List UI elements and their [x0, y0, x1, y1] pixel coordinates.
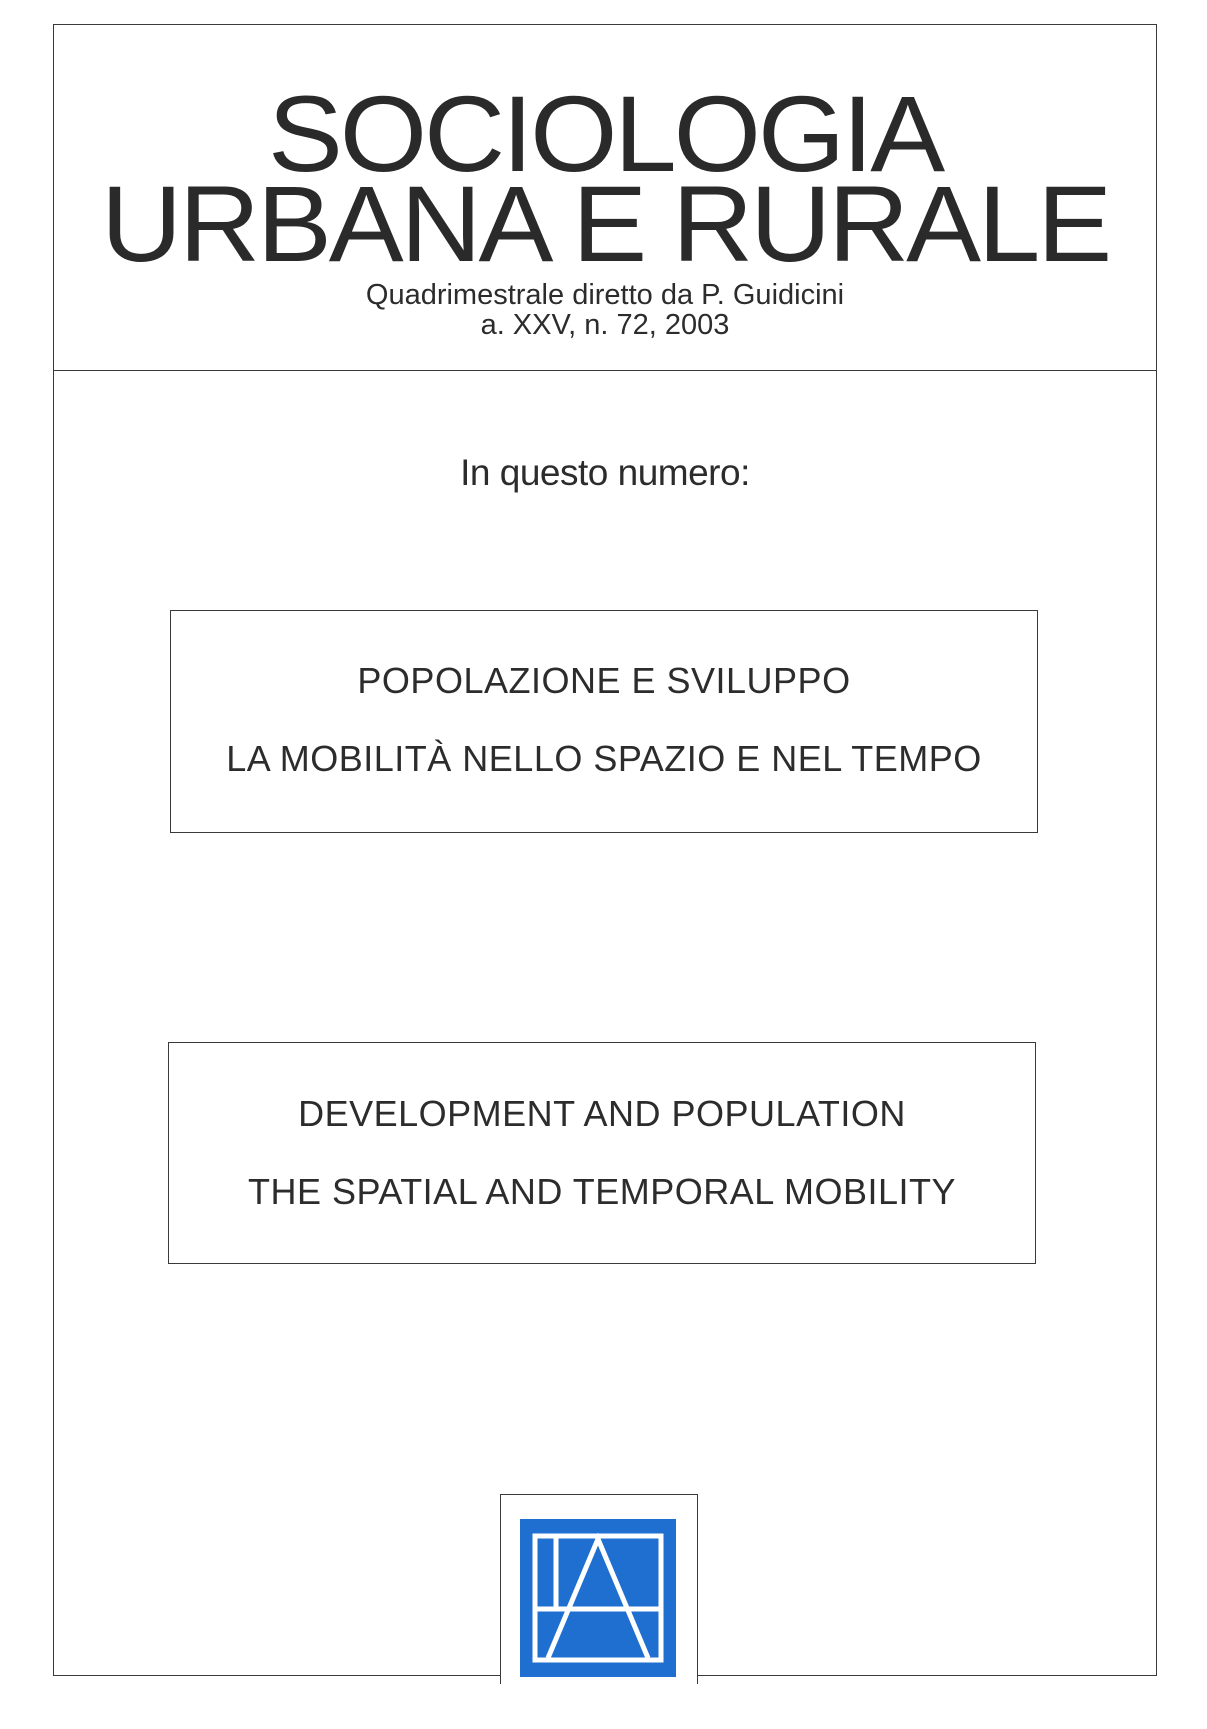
italian-topic-line-2: LA MOBILITÀ NELLO SPAZIO E NEL TEMPO	[226, 738, 982, 779]
header-divider	[53, 370, 1157, 371]
english-topic-line-1: DEVELOPMENT AND POPULATION	[298, 1093, 906, 1134]
journal-subtitle: Quadrimestrale diretto da P. Guidicini	[365, 279, 845, 311]
journal-title-line-2: URBANA E RURALE	[100, 163, 1110, 284]
italian-topic-box	[170, 610, 1038, 833]
english-topic-box	[168, 1042, 1036, 1264]
italian-topic-line-1: POPOLAZIONE E SVILUPPO	[357, 660, 851, 701]
english-topic-line-2: THE SPATIAL AND TEMPORAL MOBILITY	[248, 1171, 956, 1212]
publisher-logo-icon	[520, 1519, 676, 1677]
contents-intro: In questo numero:	[460, 452, 750, 493]
journal-issue: a. XXV, n. 72, 2003	[480, 309, 730, 341]
journal-title-line-1: SOCIOLOGIA	[267, 73, 943, 194]
